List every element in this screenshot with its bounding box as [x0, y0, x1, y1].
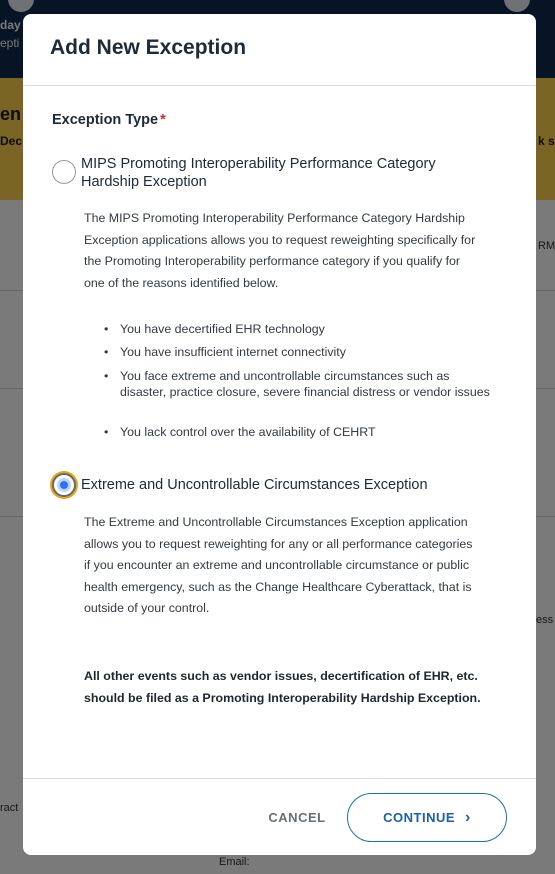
filing-note: All other events such as vendor issues, decertification of EHR, etc. should be filed as a Promoting Interoperability Hardship Exception.	[84, 669, 481, 705]
cancel-button[interactable]: CANCEL	[258, 802, 336, 832]
list-item: • You lack control over the availability of CEHRT	[104, 424, 494, 440]
hardship-exception-radio[interactable]	[52, 160, 76, 184]
extreme-circumstances-label[interactable]: Extreme and Uncontrollable Circumstances Exception	[81, 477, 428, 493]
extreme-circumstances-radio[interactable]	[52, 473, 76, 497]
footer-divider	[23, 778, 536, 779]
header-divider	[23, 85, 536, 86]
extreme-circumstances-description: The Extreme and Uncontrollable Circumstances Exception application allows you to request reweighting for any or all performance categories if you encounter an extreme and uncontrollable circumstance or public health emergency, such as the Change Healthcare Cyberattack, that is outside of your control.	[84, 515, 473, 616]
dialog-title: Add New Exception	[50, 36, 247, 59]
required-marker: *	[160, 112, 166, 128]
chevron-right-icon: ›	[465, 808, 471, 826]
list-item: • You have insufficient internet connectivity	[104, 344, 494, 360]
continue-button[interactable]	[347, 793, 507, 842]
hardship-exception-description: The MIPS Promoting Interoperability Performance Category Hardship Exception applications allows you to request reweighting specifically for the Promoting Interoperability performance category if you qualify for one of the reasons identified below.	[84, 211, 476, 290]
exception-type-label	[52, 112, 166, 128]
list-item: • You face extreme and uncontrollable circumstances such as disaster, practice closure, severe financial distress or vendor issues	[104, 368, 494, 400]
continue-button-label: CONTINUE	[383, 810, 456, 825]
radio-dot-icon	[60, 481, 68, 489]
hardship-exception-label[interactable]: MIPS Promoting Interoperability Performance Category Hardship Exception	[81, 156, 436, 190]
exception-type-label-text: Exception Type	[52, 112, 159, 128]
add-exception-dialog	[23, 14, 536, 855]
list-item: • You have decertified EHR technology	[104, 321, 494, 337]
